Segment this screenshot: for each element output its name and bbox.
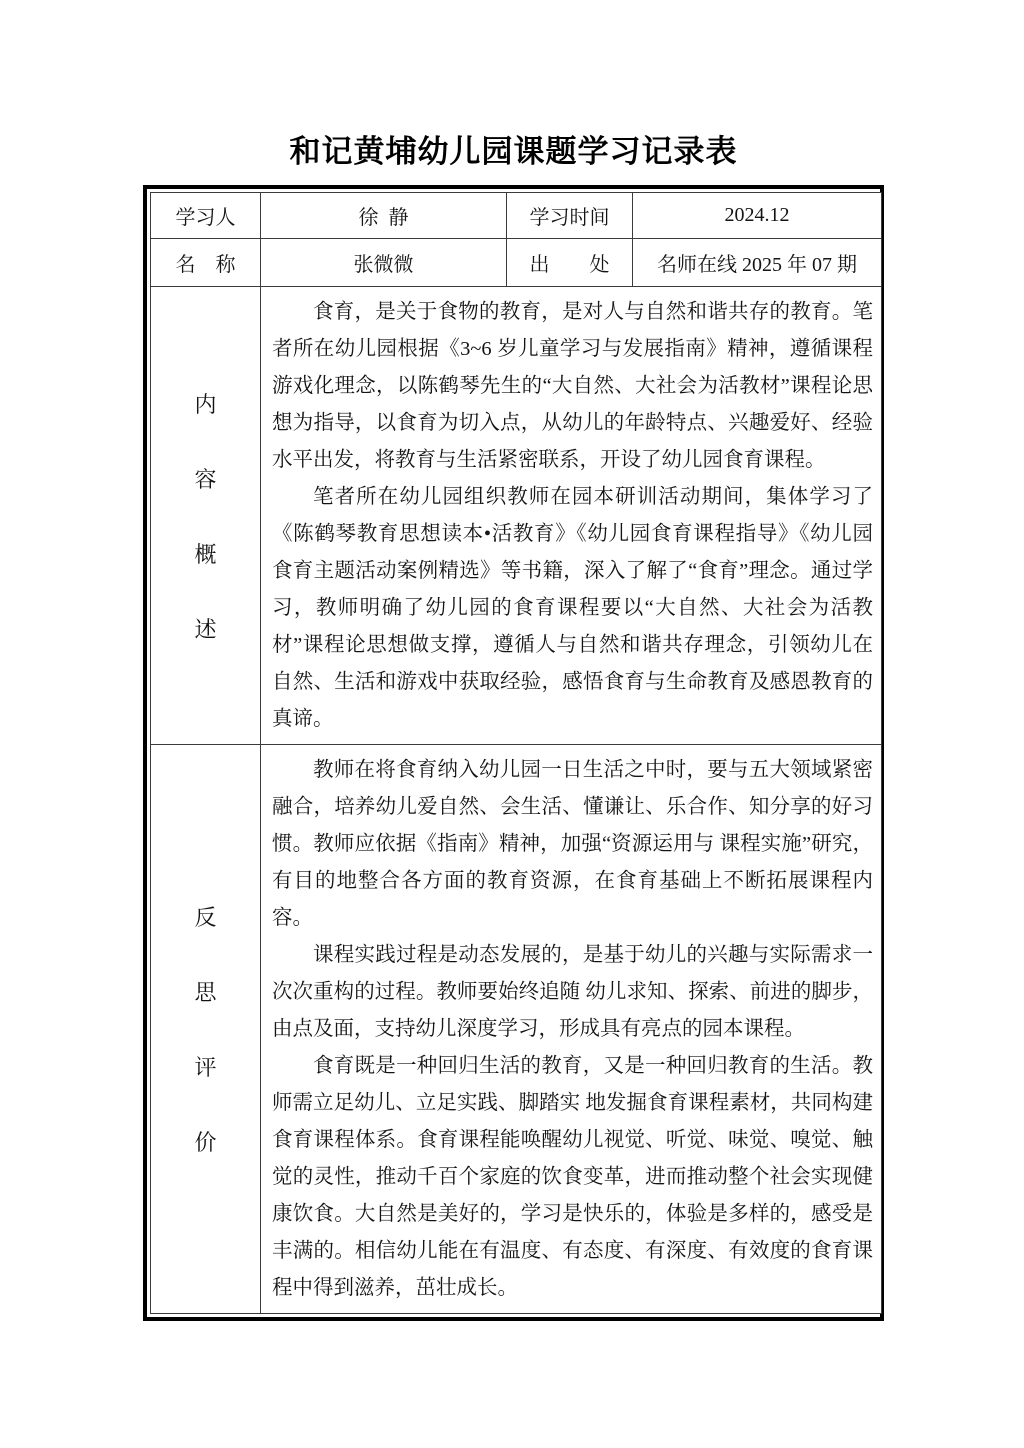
summary-label-stack	[152, 388, 259, 644]
reflection-label-char: 反	[194, 905, 217, 930]
name-value: 张微微	[261, 239, 507, 287]
summary-paragraph: 食育，是关于食物的教育，是对人与自然和谐共存的教育。笔者所在幼儿园根据《3~6 岁儿童学习与发展指南》精神，遵循课程游戏化理念，以陈鹤琴先生的“大自然、大社会为活教材”课程论思想为指导，以食育为切入点，从幼儿的年龄特点、兴趣爱好、经验水平出发，将教育与生活紧密联系，开设了幼儿园食育课程。	[272, 301, 873, 471]
summary-content	[261, 287, 882, 745]
reflection-paragraph: 食育既是一种回归生活的教育，又是一种回归教育的生活。教师需立足幼儿、立足实践、脚踏实 地发掘食育课程素材，共同构建食育课程体系。食育课程能唤醒幼儿视觉、听觉、味觉、嗅觉、触觉的灵性，推动千百个家庭的饮食变革，进而推动整个社会实现健康饮食。大自然是美好的，学习是快乐的，体验是多样的，感受是丰满的。相信幼儿能在有温度、有态度、有深度、有效度的食育课程中得到滋养，茁壮成长。	[272, 1055, 873, 1299]
summary-label-char: 述	[194, 616, 217, 642]
study-time-value: 2024.12	[633, 193, 882, 239]
page-title: 和记黄埔幼儿园课题学习记录表	[289, 134, 738, 169]
table-row-learner	[151, 193, 882, 239]
reflection-content	[261, 745, 882, 1314]
learner-value: 徐 静	[261, 193, 507, 239]
reflection-label	[151, 745, 261, 1314]
reflection-label-stack	[152, 901, 259, 1157]
summary-paragraph: 笔者所在幼儿园组织教师在园本研训活动期间，集体学习了《陈鹤琴教育思想读本•活教育》《幼儿园食育课程指导》《幼儿园食育主题活动案例精选》等书籍，深入了解了“食育”理念。通过学习，教师明确了幼儿园的食育课程要以“大自然、大社会为活教材”课程论思想做支撑，遵循人与自然和谐共存理念，引领幼儿在自然、生活和游戏中获取经验，感悟食育与生命教育及感恩教育的真谛。	[272, 486, 873, 730]
study-time-label: 学习时间	[507, 193, 633, 239]
summary-label	[151, 287, 261, 745]
name-label: 名 称	[151, 239, 261, 287]
reflection-label-char: 思	[194, 980, 217, 1005]
reflection-label-char: 评	[194, 1055, 217, 1080]
record-table	[143, 185, 884, 1321]
summary-label-char: 容	[194, 466, 217, 492]
table-row-name	[151, 239, 882, 287]
record-table-grid	[150, 192, 882, 1314]
table-row-reflection	[151, 745, 882, 1314]
summary-label-char: 内	[194, 391, 217, 417]
summary-label-char: 概	[194, 541, 217, 567]
source-value: 名师在线 2025 年 07 期	[633, 239, 882, 287]
reflection-paragraph: 教师在将食育纳入幼儿园一日生活之中时，要与五大领域紧密融合，培养幼儿爱自然、会生活、懂谦让、乐合作、知分享的好习惯。教师应依据《指南》精神，加强“资源运用与 课程实施”研究，有目的地整合各方面的教育资源，在食育基础上不断拓展课程内容。	[272, 759, 873, 929]
table-row-summary	[151, 287, 882, 745]
source-label: 出 处	[507, 239, 633, 287]
reflection-label-char: 价	[194, 1130, 217, 1155]
learner-label: 学习人	[151, 193, 261, 239]
reflection-paragraph: 课程实践过程是动态发展的，是基于幼儿的兴趣与实际需求一次次重构的过程。教师要始终追随 幼儿求知、探索、前进的脚步，由点及面，支持幼儿深度学习，形成具有亮点的园本课程。	[272, 944, 873, 1040]
